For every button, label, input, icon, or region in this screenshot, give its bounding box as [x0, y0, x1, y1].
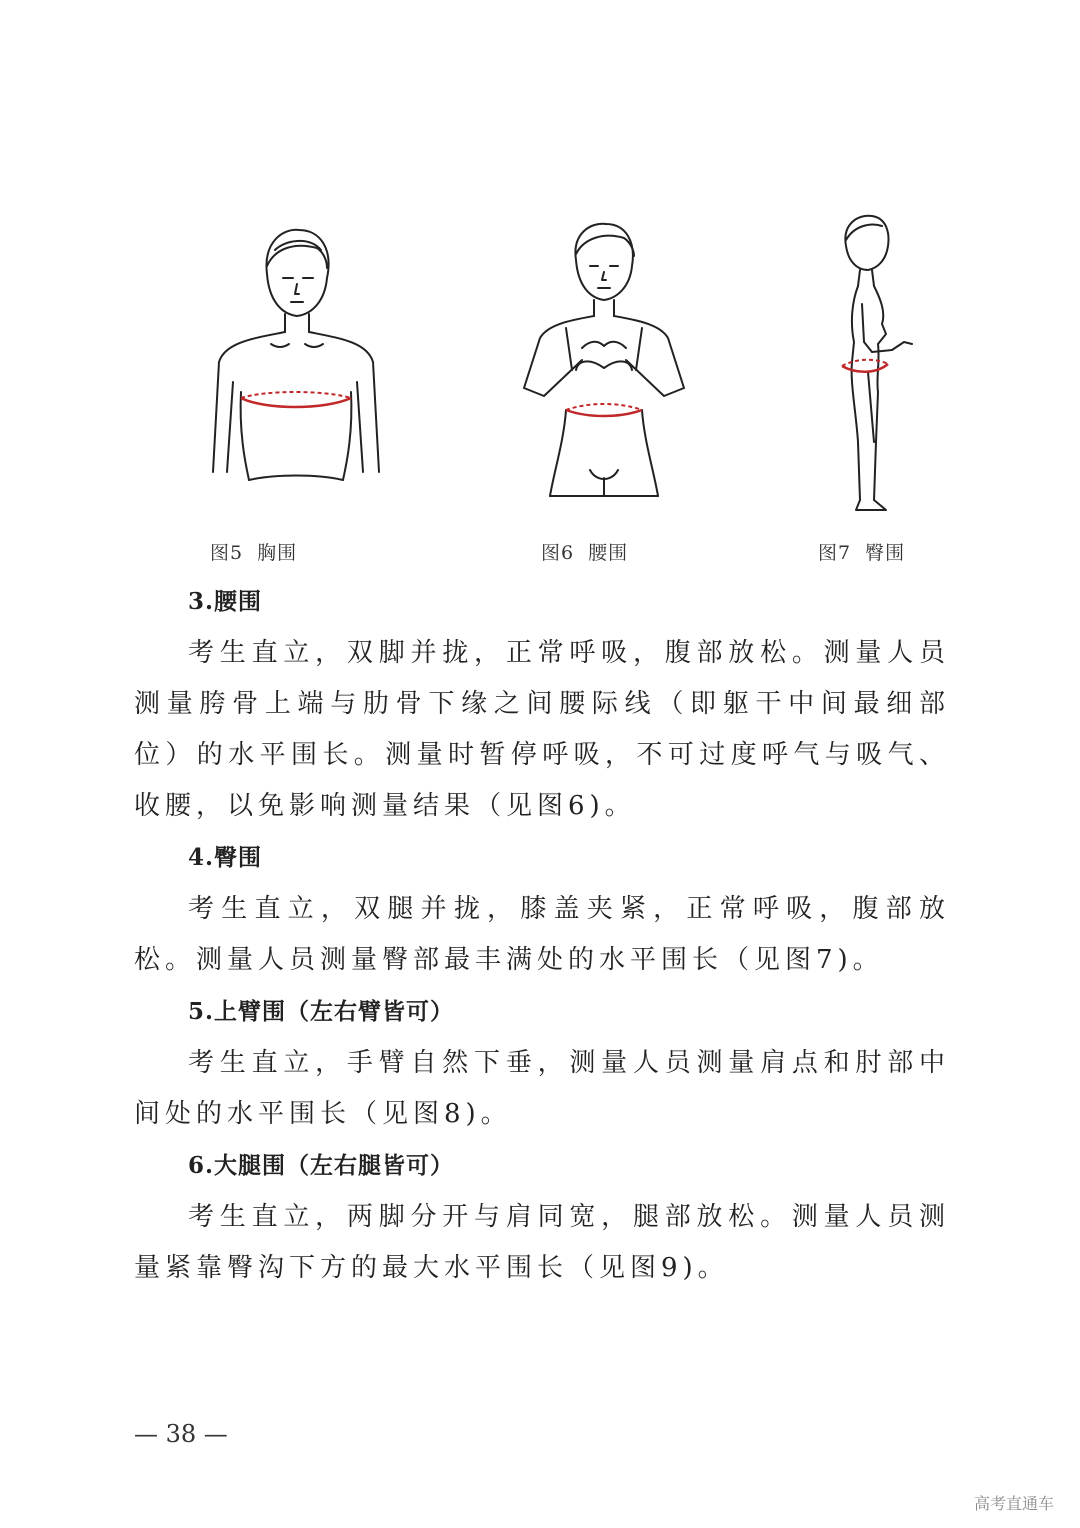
figure-label: 臀围	[865, 542, 906, 564]
figure-caption-waist	[541, 538, 628, 565]
section-heading-hip: 4.臀围	[188, 844, 263, 871]
figure-caption-hip	[818, 538, 905, 565]
section-text-hip: 考生直立，双腿并拢，膝盖夹紧，正常呼吸，腹部放松。测量人员测量臀部最丰满处的水平围长（见图7)。	[134, 894, 950, 975]
section-text-thigh: 考生直立，两脚分开与肩同宽，腿部放松。测量人员测量紧靠臀沟下方的最大水平围长（见图9)。	[134, 1202, 950, 1283]
figure-number: 图5	[210, 542, 244, 564]
section-heading-waist: 3.腰围	[188, 588, 263, 615]
page-number: — 38 —	[134, 1420, 228, 1448]
figure-caption-chest	[210, 538, 297, 565]
section-text-waist: 考生直立，双脚并拢，正常呼吸，腹部放松。测量人员测量胯骨上端与肋骨下缘之间腰际线（即躯干中间最细部位）的水平围长。测量时暂停呼吸，不可过度呼气与吸气、收腰，以免影响测量结果（见图6)。	[134, 638, 950, 821]
watermark: 高考直通车	[973, 1494, 1054, 1513]
figure-chest	[205, 222, 385, 522]
waist-illustration	[518, 220, 688, 520]
figure-hip	[828, 212, 928, 522]
section-text-upper-arm: 考生直立，手臂自然下垂，测量人员测量肩点和肘部中间处的水平围长（见图8)。	[134, 1048, 950, 1129]
figure-number: 图6	[541, 542, 575, 564]
figure-number: 图7	[818, 542, 852, 564]
chest-illustration	[205, 222, 385, 522]
section-heading-upper-arm: 5.上臂围（左右臂皆可）	[188, 998, 455, 1025]
figure-label: 胸围	[257, 542, 298, 564]
figure-label: 腰围	[588, 542, 629, 564]
hip-illustration	[828, 212, 928, 522]
document-body	[134, 576, 950, 1294]
section-heading-thigh: 6.大腿围（左右腿皆可）	[188, 1152, 455, 1179]
figure-waist	[518, 220, 688, 520]
